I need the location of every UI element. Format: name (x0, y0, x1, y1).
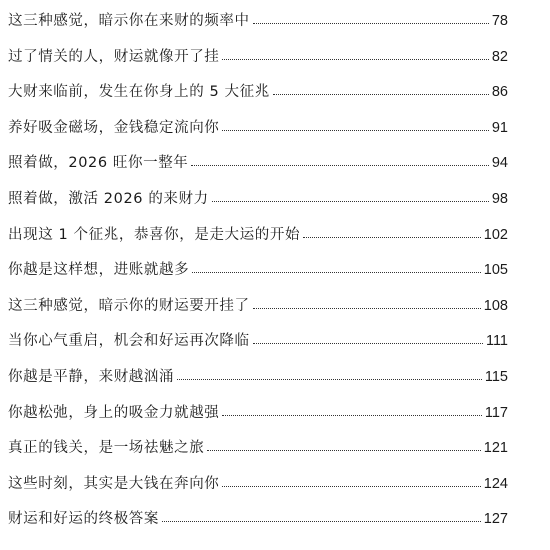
toc-dot-leader (222, 485, 480, 487)
toc-entry-page: 102 (483, 226, 508, 243)
toc-entry-page: 111 (485, 333, 508, 350)
toc-entry-page: 127 (483, 511, 508, 528)
toc-entry-title: 这些时刻，其实是大钱在奔向你 (8, 475, 220, 492)
toc-entry[interactable] (8, 331, 508, 367)
toc-dot-leader (207, 449, 480, 451)
toc-entry-page: 115 (484, 368, 508, 385)
toc-dot-leader (253, 342, 483, 344)
toc-entry-page: 91 (491, 119, 508, 136)
toc-entry[interactable] (8, 403, 508, 439)
toc-dot-leader (162, 520, 481, 522)
toc-entry-page: 117 (484, 404, 508, 421)
toc-entry-page: 105 (483, 262, 508, 279)
toc-entry[interactable] (8, 509, 508, 545)
toc-entry-title: 照着做，激活 2026 的来财力 (8, 190, 209, 207)
toc-entry[interactable] (8, 474, 508, 510)
toc-entry[interactable] (8, 367, 508, 403)
toc-entry[interactable] (8, 47, 508, 83)
toc-dot-leader (222, 129, 488, 131)
toc-dot-leader (253, 307, 481, 309)
toc-entry-page: 94 (491, 155, 508, 172)
toc-entry-title: 照着做，2026 旺你一整年 (8, 155, 189, 172)
toc-entry-page: 78 (491, 13, 508, 29)
toc-entry[interactable] (8, 153, 508, 189)
toc-entry-title: 大财来临前，发生在你身上的 5 大征兆 (8, 84, 270, 101)
toc-entry-page: 108 (483, 297, 508, 314)
toc-entry[interactable] (8, 11, 508, 47)
toc-entry-title: 你越松弛，身上的吸金力就越强 (8, 404, 220, 421)
toc-entry-title: 养好吸金磁场，金钱稳定流向你 (8, 119, 220, 136)
toc-dot-leader (253, 22, 489, 24)
toc-entry-title: 出现这 1 个征兆，恭喜你，是走大运的开始 (8, 226, 301, 243)
toc-dot-leader (191, 164, 488, 166)
toc-entry-title: 这三种感觉，暗示你在来财的频率中 (8, 13, 250, 29)
toc-entry-page: 121 (483, 440, 508, 457)
toc-entry-title: 你越是这样想，进账就越多 (8, 262, 190, 279)
toc-entry[interactable] (8, 189, 508, 225)
toc-entry-title: 当你心气重启，机会和好运再次降临 (8, 333, 250, 350)
toc-entry-title: 你越是平静，来财越汹涌 (8, 368, 175, 385)
toc-entry[interactable] (8, 260, 508, 296)
toc-entry-page: 82 (491, 48, 508, 65)
toc-dot-leader (192, 271, 481, 273)
toc-dot-leader (273, 93, 489, 95)
toc-entry[interactable] (8, 225, 508, 261)
toc-dot-leader (212, 200, 489, 202)
toc-entry-title: 真正的钱关，是一场祛魅之旅 (8, 440, 205, 457)
toc-entry-title: 这三种感觉，暗示你的财运要开挂了 (8, 297, 250, 314)
toc-entry[interactable] (8, 82, 508, 118)
toc-entry-title: 财运和好运的终极答案 (8, 511, 159, 528)
toc-entry[interactable] (8, 296, 508, 332)
toc-dot-leader (177, 378, 482, 380)
toc-dot-leader (222, 414, 481, 416)
toc-dot-leader (222, 58, 488, 60)
toc-entry-page: 86 (491, 84, 508, 101)
toc-entry-title: 过了情关的人，财运就像开了挂 (8, 48, 220, 65)
toc-entry[interactable] (8, 438, 508, 474)
toc-entry-page: 98 (491, 190, 508, 207)
toc-dot-leader (303, 236, 481, 238)
table-of-contents (8, 11, 508, 545)
toc-entry[interactable] (8, 118, 508, 154)
toc-entry-page: 124 (483, 475, 508, 492)
